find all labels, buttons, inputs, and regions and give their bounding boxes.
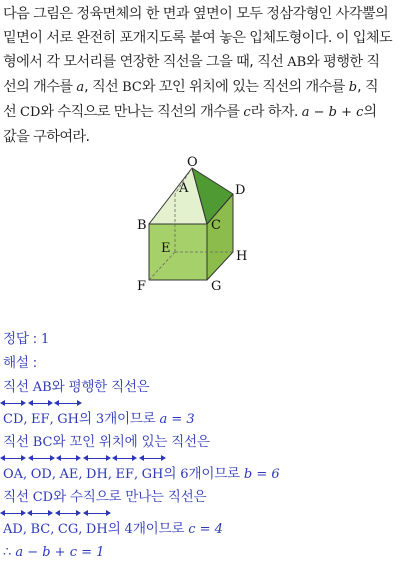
step-1-heading xyxy=(3,375,399,399)
problem-line-5-a: 선 xyxy=(3,104,21,120)
step-2-count-pre: 의 xyxy=(163,466,181,482)
step-1-line: AB xyxy=(32,380,52,395)
problem-line-4-d: , 직 xyxy=(357,79,379,95)
line-symbol xyxy=(57,409,79,431)
problem-line-4-c: 와 꼬인 위치에 있는 직선의 개수를 xyxy=(141,79,349,95)
line-symbol-text: DH xyxy=(85,522,108,537)
step-3-heading xyxy=(3,485,399,509)
line-ab-label: AB xyxy=(287,55,307,70)
double-arrow-icon xyxy=(30,403,51,410)
line-symbol-text: CD xyxy=(3,412,24,427)
line-symbol-text: GH xyxy=(57,412,79,427)
solid-figure xyxy=(125,148,275,298)
line-symbol-text: EF xyxy=(115,467,134,482)
problem-line-4-b: , 직선 xyxy=(84,79,123,95)
double-arrow-icon xyxy=(141,458,165,465)
line-symbol xyxy=(31,409,50,431)
separator: , xyxy=(107,467,116,482)
vertex-label-h: H xyxy=(236,249,248,264)
step-2-heading xyxy=(3,430,399,454)
step-3-count: 4 xyxy=(124,522,133,537)
line-symbol-text: BC xyxy=(30,522,51,537)
step-2-equation: b = 6 xyxy=(243,467,280,482)
step-2-pre: 직선 xyxy=(3,434,33,450)
separator: , xyxy=(50,522,58,537)
answer-value: 1 xyxy=(41,332,50,347)
vertex-label-c: C xyxy=(211,218,221,233)
line-symbol-text: OA xyxy=(3,467,24,482)
problem-line-3-text: 형에서 각 모서리를 연장한 직선을 그을 때, 직선 xyxy=(3,54,288,70)
double-arrow-icon xyxy=(2,513,24,520)
vertex-label-g: G xyxy=(211,279,222,294)
step-1-list xyxy=(3,399,399,430)
separator: , xyxy=(49,412,58,427)
line-symbol-text: OD xyxy=(30,467,52,482)
line-symbol xyxy=(86,519,108,541)
step-2-list xyxy=(3,454,399,485)
problem-line-5-c: 라 하자. xyxy=(250,104,302,120)
answer-label: 정답 : xyxy=(3,331,41,347)
step-1-count-pre: 의 xyxy=(78,411,96,427)
separator: , xyxy=(51,467,60,482)
solution xyxy=(3,327,399,564)
double-arrow-icon xyxy=(57,513,79,520)
separator: , xyxy=(23,412,32,427)
step-1-items xyxy=(3,411,79,427)
line-symbol-text: EF xyxy=(31,412,50,427)
step-3-items xyxy=(3,521,108,537)
double-arrow-icon xyxy=(2,458,24,465)
step-3-pre: 직선 xyxy=(3,489,33,505)
step-2-count-post: 개이므로 xyxy=(188,466,244,482)
line-symbol-text: AD xyxy=(3,522,23,537)
line-symbol xyxy=(58,519,78,541)
line-bc-label: BC xyxy=(122,80,142,95)
line-symbol xyxy=(3,464,23,486)
separator: , xyxy=(134,467,142,482)
double-arrow-icon xyxy=(2,403,24,410)
separator: , xyxy=(78,467,87,482)
problem-line-6: 값을 구하여라. xyxy=(3,129,90,145)
double-arrow-icon xyxy=(85,458,109,465)
vertex-label-o: O xyxy=(187,155,198,170)
answer-line xyxy=(3,327,399,351)
step-2-post: 와 꼬인 위치에 있는 직선은 xyxy=(52,434,210,450)
problem-line-2: 밑면이 서로 완전히 포개지도록 붙여 놓은 입체도형이다. 이 입체도 xyxy=(3,30,393,46)
line-symbol-text: GH xyxy=(141,467,164,482)
line-symbol xyxy=(31,464,52,486)
step-1-post: 와 평행한 직선은 xyxy=(51,379,150,395)
line-symbol xyxy=(59,464,78,486)
final-equation: a − b + c = 1 xyxy=(15,545,105,560)
vertex-label-b: B xyxy=(137,218,147,233)
double-arrow-icon xyxy=(30,458,53,465)
step-1-count: 3 xyxy=(95,412,105,427)
separator: , xyxy=(78,522,86,537)
step-1-count-post: 개이므로 xyxy=(104,411,160,427)
step-2-count: 6 xyxy=(180,467,189,482)
line-symbol xyxy=(3,519,23,541)
step-2-line: BC xyxy=(32,435,53,450)
separator: , xyxy=(23,467,31,482)
problem-line-3 xyxy=(3,50,399,75)
line-cd-label: CD xyxy=(20,105,41,120)
separator: , xyxy=(22,522,31,537)
step-1-pre: 직선 xyxy=(3,379,33,395)
vertex-label-f: F xyxy=(137,279,147,294)
step-2-items xyxy=(3,466,163,482)
problem-text xyxy=(3,2,399,149)
line-symbol xyxy=(3,409,23,431)
var-b: b xyxy=(348,80,358,95)
line-symbol-text: DH xyxy=(86,467,108,482)
final-line xyxy=(3,540,399,564)
explain-label: 해설 : xyxy=(3,355,37,371)
step-1-equation: a = 3 xyxy=(159,412,195,427)
step-3-count-post: 개이므로 xyxy=(132,521,189,537)
line-symbol xyxy=(142,464,164,486)
problem-line-4 xyxy=(3,75,399,100)
vertex-label-a: A xyxy=(179,181,189,196)
therefore-symbol: ∴ xyxy=(3,545,12,560)
line-symbol xyxy=(115,464,134,486)
vertex-label-e: E xyxy=(161,241,171,256)
double-arrow-icon xyxy=(85,513,109,520)
double-arrow-icon xyxy=(56,403,80,410)
line-symbol-text: AE xyxy=(59,467,79,482)
step-3-equation: c = 4 xyxy=(188,522,223,537)
var-c: c xyxy=(243,105,251,120)
problem-line-1: 다음 그림은 정육면체의 한 면과 옆면이 모두 정삼각형인 사각뿔의 xyxy=(3,6,389,22)
step-3-line: CD xyxy=(32,490,54,505)
double-arrow-icon xyxy=(114,458,135,465)
problem-line-5-b: 와 수직으로 만나는 직선의 개수를 xyxy=(40,104,244,120)
problem-line-5 xyxy=(3,100,399,125)
problem-line-5-d: 의 xyxy=(363,104,377,120)
vertex-label-d: D xyxy=(235,183,246,198)
line-symbol xyxy=(86,464,108,486)
problem-line-3-tail: 와 평행한 직 xyxy=(306,54,380,70)
step-3-list xyxy=(3,509,399,540)
var-a: a xyxy=(76,80,85,95)
double-arrow-icon xyxy=(29,513,51,520)
problem-line-4-a: 선의 개수를 xyxy=(3,79,77,95)
step-3-post: 와 수직으로 만나는 직선은 xyxy=(53,489,207,505)
step-3-count-pre: 의 xyxy=(107,521,125,537)
line-symbol xyxy=(30,519,50,541)
line-symbol-text: CG xyxy=(57,522,79,537)
double-arrow-icon xyxy=(58,458,79,465)
expression: a − b + c xyxy=(301,105,364,120)
